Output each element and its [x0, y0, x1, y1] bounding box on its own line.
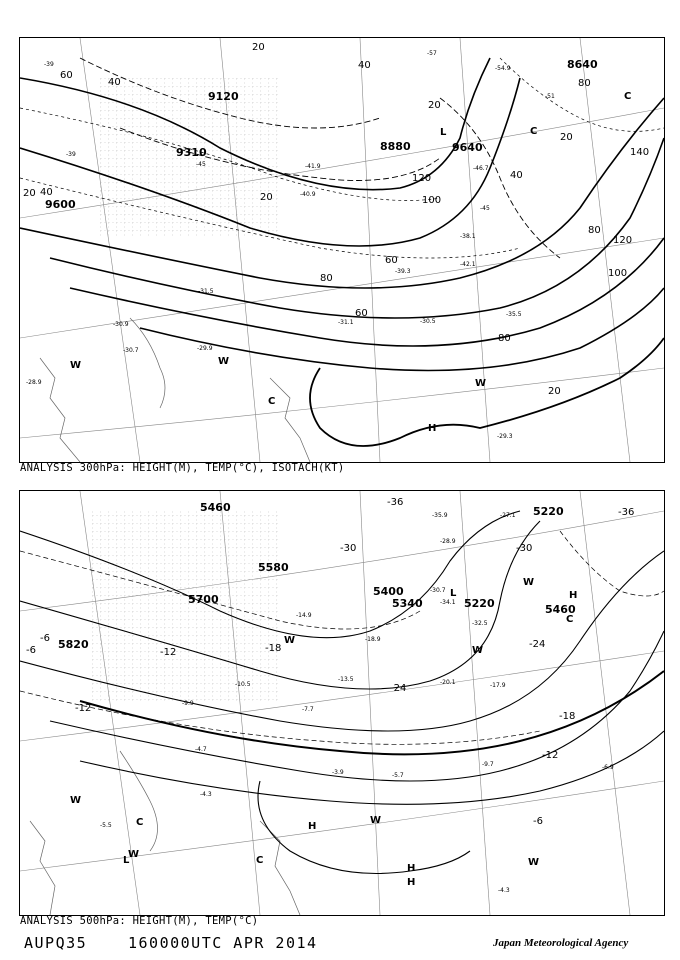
isotach-label: 60: [355, 308, 368, 319]
isotach-label: 80: [578, 78, 591, 89]
isotach-label: 80: [588, 225, 601, 236]
temp-label: -30.5: [420, 318, 436, 325]
obs-value: -28.9: [440, 538, 456, 545]
obs-value: -30.7: [430, 587, 446, 594]
obs-value: -20.1: [440, 679, 456, 686]
obs-value: -17.9: [490, 682, 506, 689]
temp-label: -39: [44, 61, 54, 68]
warm-mark: W: [128, 849, 140, 860]
agency-name: Japan Meteorological Agency: [493, 937, 629, 949]
temp-label: -45: [196, 161, 206, 168]
temp-label: -24: [529, 639, 546, 650]
obs-value: -13.5: [338, 676, 354, 683]
height-label: 5820: [58, 638, 89, 651]
low-mark: L: [440, 127, 447, 138]
height-label: 5340: [392, 597, 423, 610]
warm-mark: W: [528, 857, 540, 868]
height-label: 5400: [373, 585, 404, 598]
warm-mark: W: [284, 635, 296, 646]
temp-label: -42.1: [460, 261, 476, 268]
obs-value: -3.9: [332, 769, 344, 776]
cold-mark: C: [256, 855, 264, 866]
temp-label: -51: [545, 93, 555, 100]
temp-label: -12: [75, 703, 92, 714]
obs-value: -4.7: [195, 746, 207, 753]
obs-value: -27.1: [500, 512, 516, 519]
chart-500hpa: [19, 490, 665, 916]
temp-label: -28.9: [26, 379, 42, 386]
height-label: 9600: [45, 198, 76, 211]
height-label: 9310: [176, 146, 207, 159]
thick-isotach-20: [310, 338, 664, 446]
temp-label: -6: [533, 816, 543, 827]
temp-label: -40.9: [300, 191, 316, 198]
temp-label: -54.9: [495, 65, 511, 72]
high-mark: H: [407, 863, 416, 874]
coastline: [30, 751, 300, 915]
isotach-label: 80: [320, 273, 333, 284]
cold-mark: C: [136, 817, 144, 828]
isotach-label: 100: [422, 195, 442, 206]
cold-mark: C: [530, 126, 538, 137]
isotach-label: 100: [608, 268, 628, 279]
temp-label: -30: [340, 543, 357, 554]
height-label: 9640: [452, 141, 483, 154]
temp-label: -36: [387, 497, 404, 508]
isotach-label: 40: [510, 170, 523, 181]
high-mark: H: [308, 821, 317, 832]
temp-label: -41.9: [305, 163, 321, 170]
temp-label: -6: [40, 633, 50, 644]
obs-value: -5.5: [100, 822, 112, 829]
temp-label: -18: [265, 643, 282, 654]
caption-300hpa: ANALYSIS 300hPa: HEIGHT(M), TEMP(°C), ISOTACH(KT): [20, 462, 345, 474]
map-300hpa: [20, 38, 664, 462]
warm-mark: W: [218, 356, 230, 367]
obs-value: -35.9: [432, 512, 448, 519]
caption-500hpa: ANALYSIS 500hPa: HEIGHT(M), TEMP(°C): [20, 915, 259, 927]
temp-label: -46.7: [473, 165, 489, 172]
low-mark: L: [450, 588, 457, 599]
temp-label: -45: [480, 205, 490, 212]
coastline: [40, 318, 310, 462]
temp-label: -24: [390, 683, 407, 694]
obs-value: -4.3: [200, 791, 212, 798]
height-label: 5220: [533, 505, 564, 518]
obs-value: -9.7: [482, 761, 494, 768]
temp-label: -36: [618, 507, 635, 518]
temp-label: -31.5: [198, 288, 214, 295]
height-label: 5460: [545, 603, 576, 616]
product-code: AUPQ35: [24, 934, 88, 952]
temp-label: -39.3: [395, 268, 411, 275]
isotach-label: 120: [613, 235, 633, 246]
isotach-label: 40: [358, 60, 371, 71]
temp-label: -35.5: [506, 311, 522, 318]
obs-value: -9.9: [182, 700, 194, 707]
temp-label: -39: [66, 151, 76, 158]
isotach-label: 20: [428, 100, 441, 111]
isotach-label: 20: [560, 132, 573, 143]
chart-300hpa: [19, 37, 665, 463]
warm-mark: W: [70, 795, 82, 806]
cold-mark: C: [268, 396, 276, 407]
isotach-label: 60: [385, 255, 398, 266]
cold-mark: C: [566, 614, 574, 625]
height-label: 5700: [188, 593, 219, 606]
height-label: 8880: [380, 140, 411, 153]
temp-label: -29.3: [497, 433, 513, 440]
temp-label: -57: [427, 50, 437, 57]
isotach-label: 80: [498, 333, 511, 344]
temp-label: -6: [26, 645, 36, 656]
valid-time: 160000UTC APR 2014: [128, 934, 318, 952]
obs-value: -5.7: [392, 772, 404, 779]
isotach-label: 20: [252, 42, 265, 53]
temp-label: -30.9: [113, 321, 129, 328]
cold-mark: C: [624, 91, 632, 102]
warm-mark: W: [370, 815, 382, 826]
isotach-label: 40: [108, 77, 121, 88]
isotach-label: 20: [260, 192, 273, 203]
height-label: 5460: [200, 501, 231, 514]
temp-label: -31.1: [338, 319, 354, 326]
temp-label: -18: [559, 711, 576, 722]
temp-label: -29.9: [197, 345, 213, 352]
obs-value: -34.1: [440, 599, 456, 606]
temp-label: -12: [542, 750, 559, 761]
temp-label: -38.1: [460, 233, 476, 240]
isotach-label: 140: [630, 147, 650, 158]
temp-label: -30: [516, 543, 533, 554]
high-mark: H: [569, 590, 578, 601]
obs-value: -10.5: [235, 681, 251, 688]
high-mark: H: [407, 877, 416, 888]
isotach-label: 120: [412, 173, 432, 184]
warm-mark: W: [523, 577, 535, 588]
map-500hpa: [20, 491, 664, 915]
high-mark: H: [428, 423, 437, 434]
temp-label: -12: [160, 647, 177, 658]
isotach-label: 20: [548, 386, 561, 397]
obs-value: -18.9: [365, 636, 381, 643]
warm-mark: W: [472, 645, 484, 656]
height-label: 8640: [567, 58, 598, 71]
isotach-label: 60: [60, 70, 73, 81]
obs-value: -32.5: [472, 620, 488, 627]
temp-label: -30.7: [123, 347, 139, 354]
low-mark: L: [123, 855, 130, 866]
obs-value: -7.7: [302, 706, 314, 713]
warm-mark: W: [475, 378, 487, 389]
obs-value: -4.3: [498, 887, 510, 894]
height-label: 5580: [258, 561, 289, 574]
obs-value: -6.9: [602, 764, 614, 771]
isotach-label: 40: [40, 187, 53, 198]
isotach-label: 20: [23, 188, 36, 199]
warm-mark: W: [70, 360, 82, 371]
height-label: 5220: [464, 597, 495, 610]
cold-hatch-area: [90, 511, 280, 701]
height-label: 9120: [208, 90, 239, 103]
obs-value: -14.9: [296, 612, 312, 619]
